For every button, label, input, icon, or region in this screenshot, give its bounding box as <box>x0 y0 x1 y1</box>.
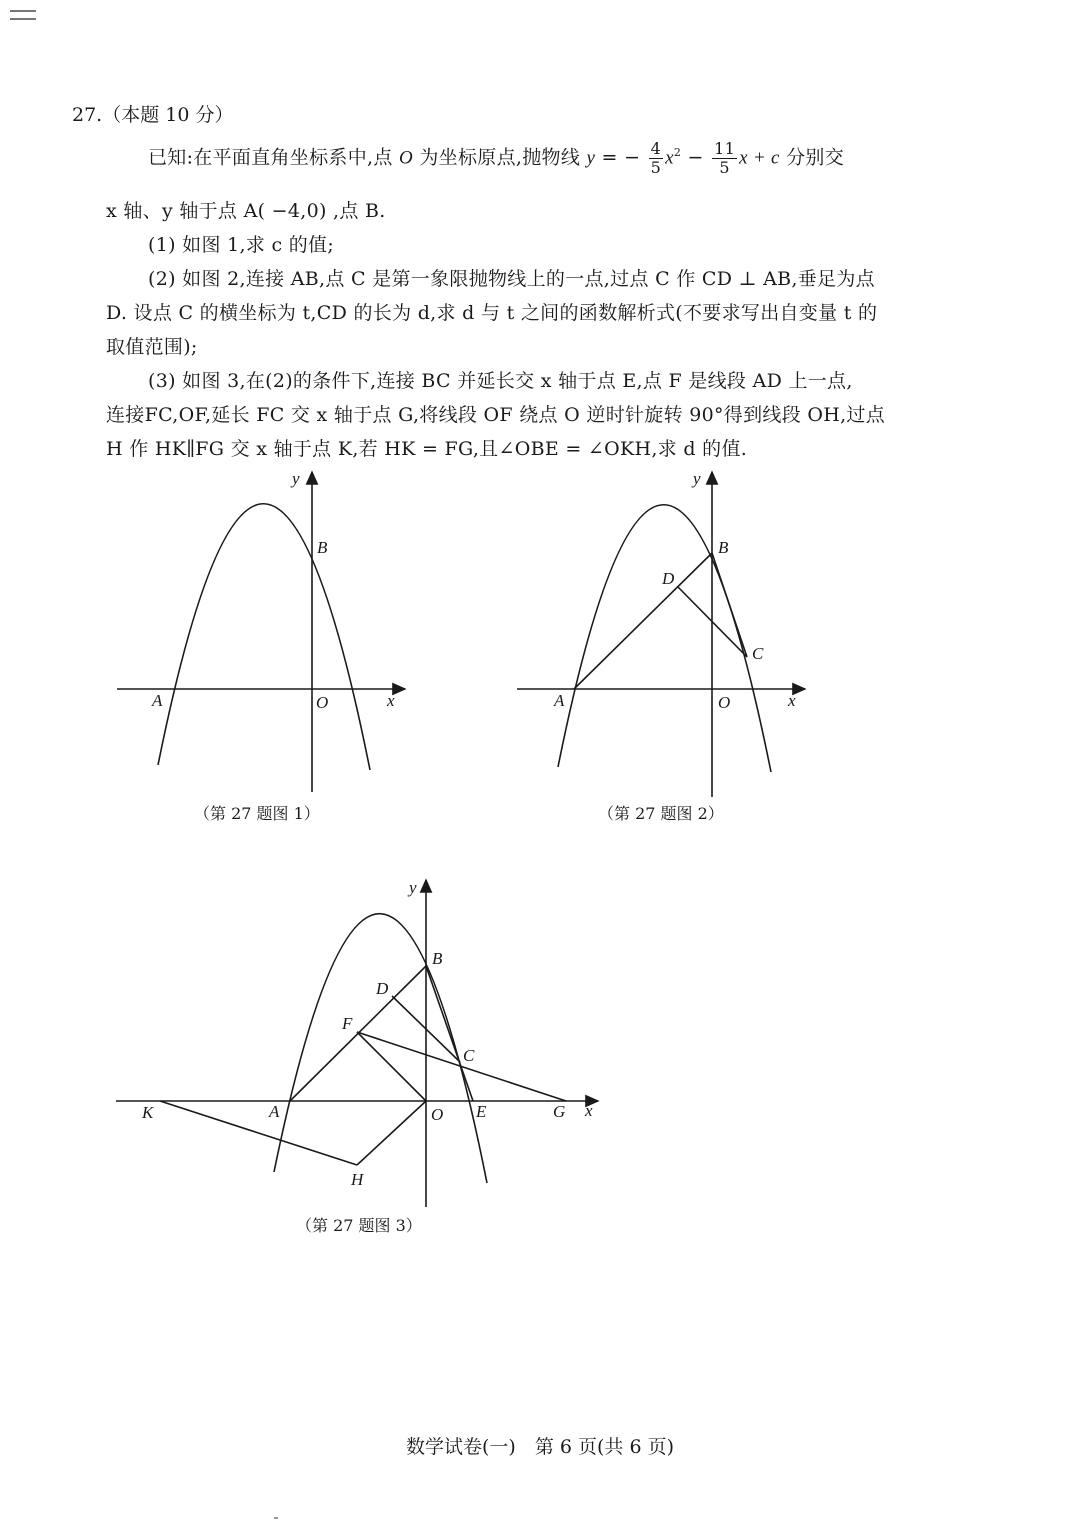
figure-1-labels <box>151 469 395 823</box>
part-2-line1: (2) 如图 2,连接 AB,点 C 是第一象限抛物线上的一点,过点 C 作 CD ⊥ AB,垂足为点 <box>148 268 875 290</box>
fraction-4-5: $\frac{4}{5}$ <box>650 139 662 177</box>
fig3-segment-be <box>426 966 473 1101</box>
fig2-label-d: D <box>662 569 675 588</box>
figure-2-labels <box>553 469 796 823</box>
fig2-label-c: C <box>752 644 764 663</box>
scan-speck <box>274 1517 278 1519</box>
figure-3-labels <box>141 878 593 1235</box>
part-2-line2: D. 设点 C 的横坐标为 t,CD 的长为 d,求 d 与 t 之间的函数解析式(不要求写出自变量 t 的 <box>106 302 878 324</box>
fig1-caption: （第 27 题图 1） <box>194 804 320 823</box>
fig3-label-g: G <box>553 1102 566 1121</box>
fig3-label-d: D <box>376 979 389 998</box>
figure-2 <box>517 472 805 797</box>
part-1: (1) 如图 1,求 c 的值; <box>148 234 335 256</box>
fig3-label-y: y <box>409 878 417 897</box>
fig2-label-a: A <box>554 691 565 710</box>
figure-1 <box>117 472 405 792</box>
fig3-segment-oh <box>357 1101 426 1165</box>
fig3-segment-of <box>357 1032 426 1101</box>
part-3-line1: (3) 如图 3,在(2)的条件下,连接 BC 并延长交 x 轴于点 E,点 F 是线段 AD 上一点, <box>148 370 853 392</box>
fig1-label-x: x <box>387 691 395 710</box>
fig3-label-b: B <box>432 949 443 968</box>
fig2-parabola <box>558 505 771 772</box>
fig2-caption: （第 27 题图 2） <box>598 804 724 823</box>
fig3-segment-fg <box>357 1032 566 1101</box>
fig3-label-a: A <box>269 1102 280 1121</box>
page-footer: 数学试卷(一) 第 6 页(共 6 页) <box>406 1436 674 1458</box>
part-3-line2: 连接FC,OF,延长 FC 交 x 轴于点 G,将线段 OF 绕点 O 逆时针旋转 90°得到线段 OH,过点 <box>106 404 886 426</box>
question-intro: 已知:在平面直角坐标系中,点 O 为坐标原点,抛物线 y = − $\frac{4}{5}$ $x^2$ − $\frac{11}{5}$ x + c 分别交 <box>148 139 845 177</box>
fig2-label-x: x <box>788 691 796 710</box>
fig2-segment-ab <box>574 553 712 689</box>
question-header: 27.（本题 10 分） <box>72 104 234 126</box>
fig2-label-y: y <box>693 469 701 488</box>
fig1-parabola <box>158 504 370 770</box>
fig1-label-y: y <box>292 469 300 488</box>
part-2-line3: 取值范围); <box>106 336 198 358</box>
question-intro-line2: x 轴、y 轴于点 A( −4,0) ,点 B. <box>106 200 386 222</box>
fig3-label-f: F <box>342 1014 353 1033</box>
fraction-11-5: $\frac{11}{5}$ <box>714 139 736 177</box>
fig3-caption: （第 27 题图 3） <box>296 1216 422 1235</box>
fig3-label-k: K <box>142 1103 154 1122</box>
fig3-label-e: E <box>476 1102 487 1121</box>
fig3-label-o: O <box>431 1105 444 1124</box>
fig1-label-b: B <box>317 538 328 557</box>
figure-3 <box>116 880 598 1207</box>
fig1-label-a: A <box>152 691 163 710</box>
fig1-label-o: O <box>316 693 329 712</box>
fig3-segment-hk <box>160 1101 357 1165</box>
fig2-segment-bc <box>712 553 747 657</box>
part-3-line3: H 作 HK∥FG 交 x 轴于点 K,若 HK = FG,且∠OBE = ∠OKH,求 d 的值. <box>106 438 748 460</box>
fig2-label-o: O <box>718 693 731 712</box>
fig3-label-h: H <box>351 1170 364 1189</box>
fig3-label-c: C <box>463 1046 475 1065</box>
fig2-label-b: B <box>718 538 729 557</box>
fig3-label-x: x <box>585 1101 593 1120</box>
